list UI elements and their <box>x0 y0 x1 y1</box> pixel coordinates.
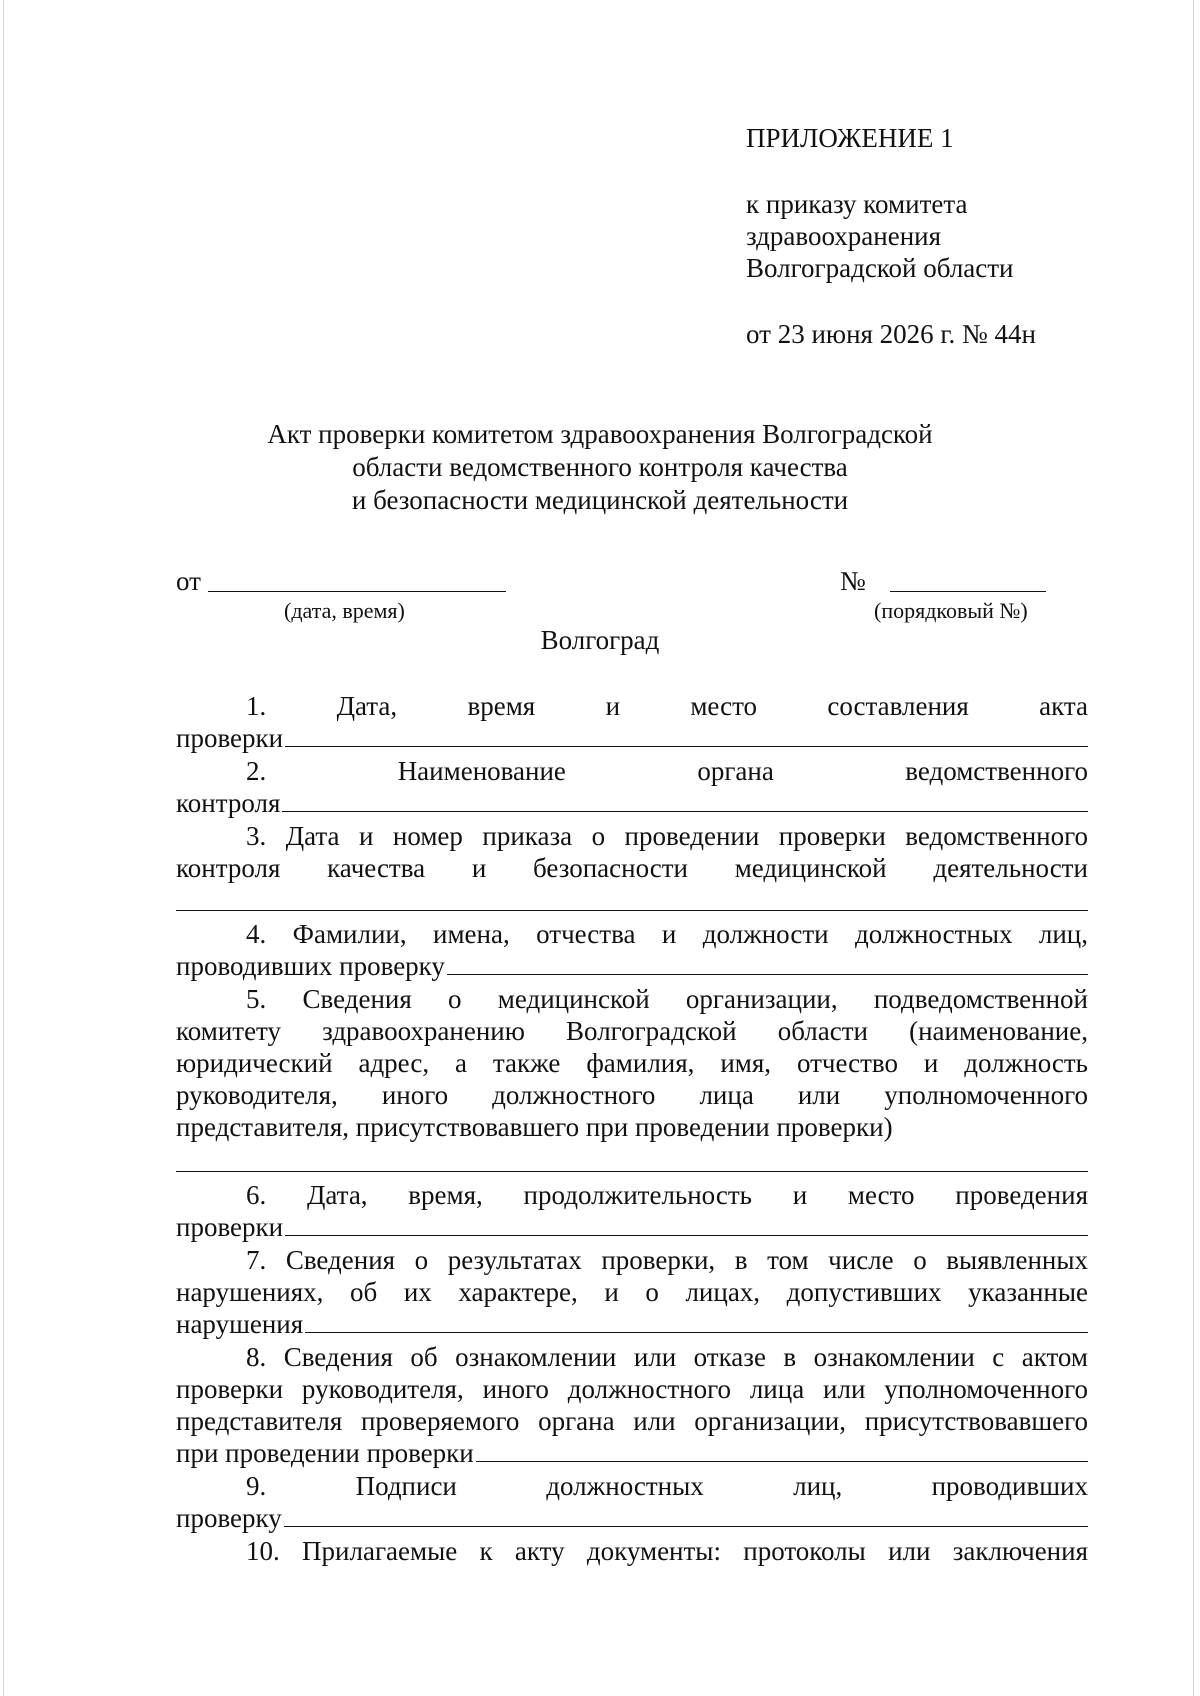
city-name: Волгоград <box>540 625 660 655</box>
item-5-line-2: комитету здравоохранению Волгоградской области (наименование, <box>176 1016 1088 1046</box>
item-1-line-2: проверки <box>176 722 1088 754</box>
item-5-line-5: представителя, присутствовавшего при проведении проверки) <box>176 1112 893 1142</box>
item-8-line-3: представителя проверяемого органа или организации, присутствовавшего <box>176 1406 1088 1436</box>
scan-edge-left <box>3 0 4 1696</box>
date-time-caption: (дата, время) <box>284 598 405 623</box>
item-8-line-2: проверки руководителя, иного должностного лица или уполномоченного <box>176 1374 1088 1404</box>
item-5-line-1: 5. Сведения о медицинской организации, подведомственной <box>246 984 1088 1014</box>
item-5-line-4: руководителя, иного должностного лица или уполномоченного <box>176 1080 1088 1110</box>
item-4-line-2: проводивших проверку <box>176 950 1088 982</box>
date-time-blank <box>208 591 506 592</box>
item-4-line-1: 4. Фамилии, имена, отчества и должности должностных лиц, <box>246 919 1088 949</box>
item-10-line-1: 10. Прилагаемые к акту документы: протоколы или заключения <box>246 1536 1088 1566</box>
from-label: от <box>176 566 201 596</box>
item-3-blank <box>176 910 1088 911</box>
serial-number-blank <box>890 591 1046 592</box>
document-title-line-2: области ведомственного контроля качества <box>352 452 848 482</box>
scan-edge-right <box>1193 0 1194 1696</box>
item-6-line-2: проверки <box>176 1211 1088 1243</box>
document-title-line-1: Акт проверки комитетом здравоохранения Волгоградской <box>267 419 933 449</box>
item-1-line-1: 1. Дата, время и место составления акта <box>246 691 1088 721</box>
item-9-line-1: 9. Подписи должностных лиц, проводивших <box>246 1471 1088 1501</box>
item-5-blank <box>176 1171 1088 1172</box>
item-9-line-2: проверку <box>176 1502 1088 1534</box>
order-ref-line-2: здравоохранения <box>746 221 942 251</box>
item-3-line-2: контроля качества и безопасности медицинской деятельности <box>176 853 1088 883</box>
document-title-line-3: и безопасности медицинской деятельности <box>351 485 849 515</box>
serial-number-caption: (порядковый №) <box>874 598 1028 623</box>
item-7-line-3: нарушения <box>176 1308 1088 1340</box>
item-7-line-1: 7. Сведения о результатах проверки, в том числе о выявленных <box>246 1245 1088 1275</box>
item-6-line-1: 6. Дата, время, продолжительность и место проведения <box>246 1180 1088 1210</box>
item-3-line-1: 3. Дата и номер приказа о проведении проверки ведомственного <box>246 821 1088 851</box>
item-8-line-1: 8. Сведения об ознакомлении или отказе в ознакомлении с актом <box>246 1342 1088 1372</box>
appendix-title: ПРИЛОЖЕНИЕ 1 <box>746 123 954 153</box>
item-7-line-2: нарушениях, об их характере, и о лицах, допустивших указанные <box>176 1277 1088 1307</box>
number-sign: № <box>840 566 866 596</box>
order-ref-line-3: Волгоградской области <box>746 253 1014 283</box>
item-2-line-2: контроля <box>176 787 1088 819</box>
order-ref-line-1: к приказу комитета <box>746 189 968 219</box>
order-date-number: от 23 июня 2026 г. № 44н <box>746 319 1036 349</box>
item-5-line-3: юридический адрес, а также фамилия, имя, отчество и должность <box>176 1048 1088 1078</box>
item-2-line-1: 2. Наименование органа ведомственного <box>246 756 1088 786</box>
item-8-line-4: при проведении проверки <box>176 1437 1088 1469</box>
